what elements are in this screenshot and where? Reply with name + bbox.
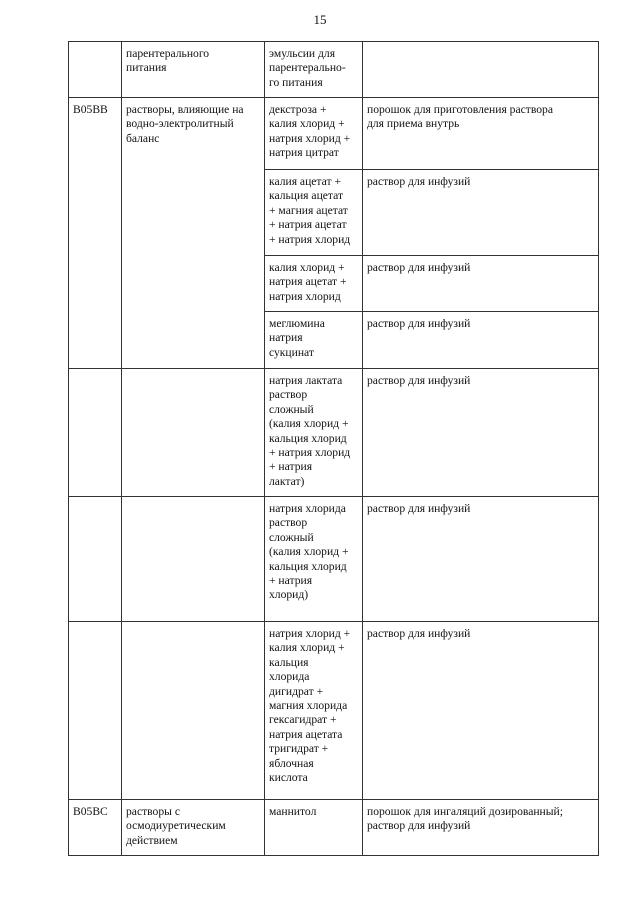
group-cell bbox=[122, 622, 265, 800]
group-cell: растворы, влияющие на водно-электролитный баланс bbox=[122, 98, 265, 369]
atc-code-cell: B05BC bbox=[69, 800, 122, 856]
form-cell: раствор для инфузий bbox=[363, 497, 599, 622]
substance-cell: натрия хлорид + калия хлорид + кальция хлорида дигидрат + магния хлорида гексагидрат + натрия ацетата тригидрат + яблочная кислота bbox=[265, 622, 363, 800]
atc-code-cell bbox=[69, 497, 122, 622]
table-row bbox=[69, 42, 599, 98]
substance-cell: эмульсии для парентерально- го питания bbox=[265, 42, 363, 98]
form-cell: раствор для инфузий bbox=[363, 622, 599, 800]
substance-cell: декстроза + калия хлорид + натрия хлорид + натрия цитрат bbox=[265, 98, 363, 170]
form-cell: раствор для инфузий bbox=[363, 170, 599, 256]
atc-code-cell bbox=[69, 622, 122, 800]
page-number: 15 bbox=[313, 12, 327, 27]
substance-cell: калия хлорид + натрия ацетат + натрия хлорид bbox=[265, 256, 363, 312]
substance-cell: маннитол bbox=[265, 800, 363, 856]
substance-cell: меглюмина натрия сукцинат bbox=[265, 312, 363, 369]
atc-code-cell: B05BB bbox=[69, 98, 122, 369]
substance-cell: натрия лактата раствор сложный (калия хлорид + кальция хлорид + натрия хлорид + натрия лактат) bbox=[265, 369, 363, 497]
table-row bbox=[69, 800, 599, 856]
group-cell bbox=[122, 497, 265, 622]
group-cell bbox=[122, 369, 265, 497]
drug-table bbox=[68, 41, 599, 856]
form-cell: раствор для инфузий bbox=[363, 369, 599, 497]
form-cell: порошок для приготовления раствора для приема внутрь bbox=[363, 98, 599, 170]
form-cell: раствор для инфузий bbox=[363, 256, 599, 312]
table-row bbox=[69, 622, 599, 800]
atc-code-cell bbox=[69, 369, 122, 497]
substance-cell: калия ацетат + кальция ацетат + магния ацетат + натрия ацетат + натрия хлорид bbox=[265, 170, 363, 256]
substance-cell: натрия хлорида раствор сложный (калия хлорид + кальция хлорид + натрия хлорид) bbox=[265, 497, 363, 622]
atc-code-cell bbox=[69, 42, 122, 98]
table-row bbox=[69, 369, 599, 497]
table-row bbox=[69, 497, 599, 622]
form-cell: раствор для инфузий bbox=[363, 312, 599, 369]
form-cell: порошок для ингаляций дозированный; раствор для инфузий bbox=[363, 800, 599, 856]
table-row bbox=[69, 98, 599, 170]
group-cell: парентерального питания bbox=[122, 42, 265, 98]
form-cell bbox=[363, 42, 599, 98]
group-cell: растворы с осмодиуретическим действием bbox=[122, 800, 265, 856]
